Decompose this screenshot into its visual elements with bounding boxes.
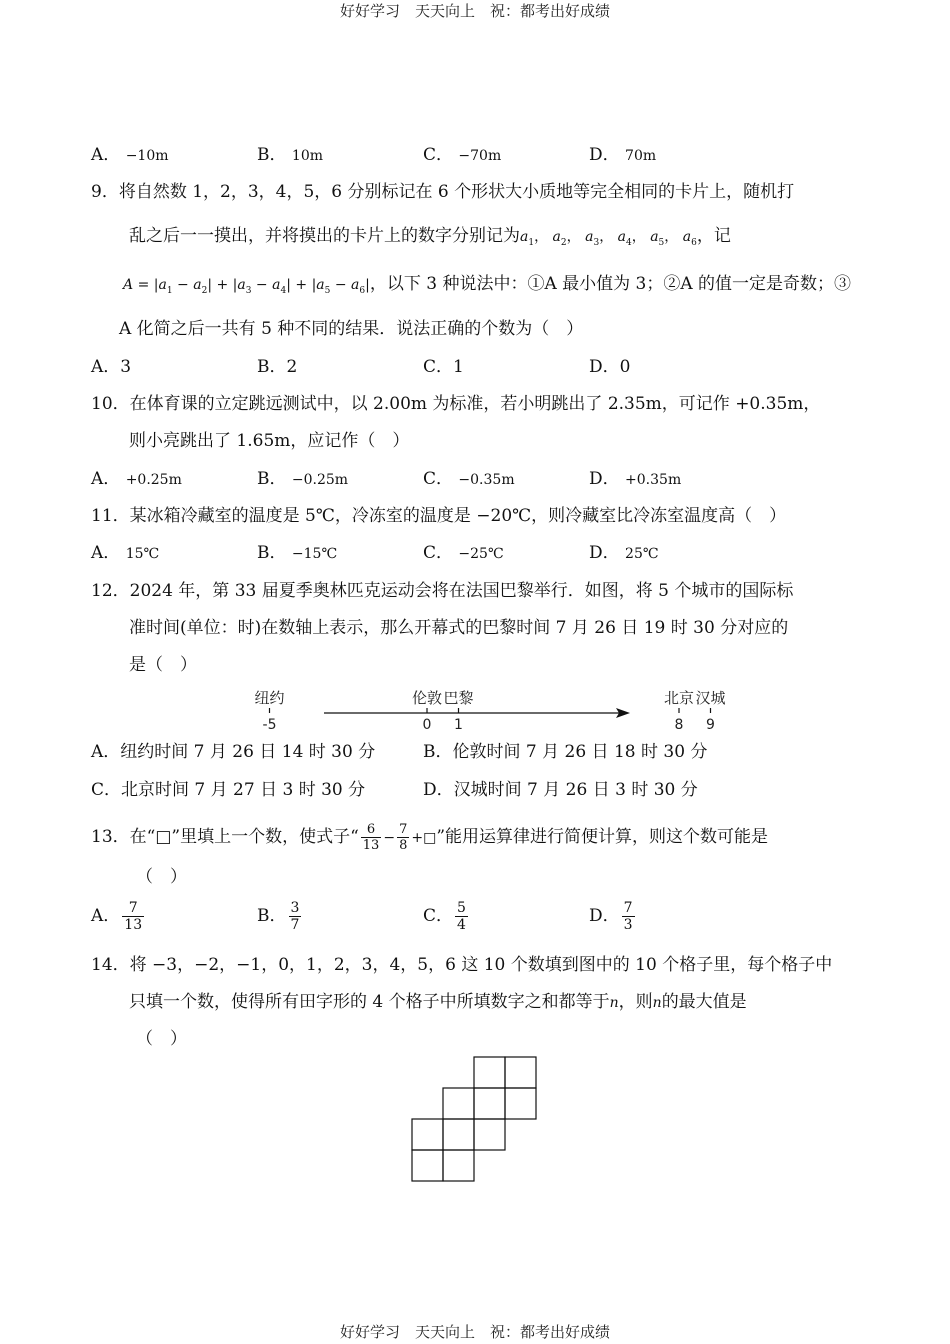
number-line-city-label: 汉城 [695,689,726,707]
q9-stem-line3: $A = |a_1 - a_2| + |a_3 - a_4| + |a_5 - a_6|$，以下 3 种说法中：①A 最小值为 3；②A 的值一定是奇数；③ [123,274,852,296]
grid-cell[interactable] [443,1150,474,1181]
q13-option-a[interactable]: A． $\frac{7}{13}$ [91,900,143,933]
q13-stem-line1: 13．在“□”里填上一个数，使式子“ $\frac{6}{13}$ − $\frac{7}{8}$ +□”能用运算律进行简便计算，则这个数可能是 [91,822,769,853]
number-line-value-label: -5 [262,717,277,733]
grid-cell[interactable] [474,1088,505,1119]
q11-option-d[interactable]: D． 25℃ [589,543,659,563]
q13-stem-line2: （ ） [136,867,187,887]
q14-stem-line3: （ ） [136,1029,187,1049]
grid-cell[interactable] [505,1088,536,1119]
q9-formula: $A = |a_1 - a_2| + |a_3 - a_4| + |a_5 - a_6|$ [123,277,370,296]
q10-option-b[interactable]: B． −0.25m [257,469,349,489]
q12-stem-line3: 是（ ） [129,655,197,675]
grid-cell[interactable] [474,1119,505,1150]
grid-cell[interactable] [443,1088,474,1119]
q14-grid-figure [410,1055,540,1182]
q8-option-c[interactable]: C． −70m [423,145,502,165]
q9-option-c[interactable]: C．1 [423,357,464,377]
q10-stem-line1: 10．在体育课的立定跳远测试中，以 2.00m 为标准，若小明跳出了 2.35m，可记作 +0.35m， [91,394,821,414]
q12-stem-line1: 12．2024 年，第 33 届夏季奥林匹克运动会将在法国巴黎举行．如图，将 5 个城市的国际标 [91,581,794,601]
q12-option-b[interactable]: B．伦敦时间 7 月 26 日 18 时 30 分 [423,742,708,762]
number-line-value-label: 8 [674,717,684,733]
page-footer: 好好学习 天天向上 祝：都考出好成绩 [339,1323,610,1341]
number-line-value-label: 1 [454,717,463,733]
grid-cell[interactable] [474,1057,505,1088]
q12-stem-line2: 准时间(单位：时)在数轴上表示，那么开幕式的巴黎时间 7 月 26 日 19 时 30 分对应的 [129,618,789,638]
q14-stem-line1: 14．将 −3，−2，−1，0，1，2，3，4，5，6 这 10 个数填到图中的 10 个格子里，每个格子中 [91,955,833,975]
q10-option-a[interactable]: A． +0.25m [91,469,182,489]
q9-stem-line2: 乱之后一一摸出，并将摸出的卡片上的数字分别记为$a_1$， $a_2$， $a_3$， $a_4$， $a_5$， $a_6$，记 [129,226,731,248]
q12-option-d[interactable]: D．汉城时间 7 月 26 日 3 时 30 分 [423,780,698,800]
q10-option-d[interactable]: D． +0.35m [589,469,682,489]
q13-expr-frac1: $\frac{6}{13}$ [362,822,380,853]
number-line-city-label: 北京 [663,689,695,707]
grid-cell[interactable] [412,1150,443,1181]
q13-option-d[interactable]: D． $\frac{7}{3}$ [589,900,633,933]
number-line-value-label: 0 [422,717,432,733]
q11-option-c[interactable]: C． −25℃ [423,543,504,563]
q12-option-a[interactable]: A．纽约时间 7 月 26 日 14 时 30 分 [91,742,376,762]
q13-expr-frac2: $\frac{7}{8}$ [399,822,408,853]
q8-option-a[interactable]: A． −10m [91,145,169,165]
page-header: 好好学习 天天向上 祝：都考出好成绩 [339,2,610,20]
q8-option-d[interactable]: D． 70m [589,145,657,165]
q10-stem-line2: 则小亮跳出了 1.65m，应记作（ ） [129,431,410,451]
grid-cell[interactable] [443,1119,474,1150]
q11-option-b[interactable]: B． −15℃ [257,543,338,563]
q12-option-c[interactable]: C．北京时间 7 月 27 日 3 时 30 分 [91,780,366,800]
q12-number-line [254,686,726,736]
q9-option-b[interactable]: B．2 [257,357,298,377]
number-line-value-label: 9 [706,717,715,733]
q11-option-a[interactable]: A． 15℃ [91,543,160,563]
grid-cell[interactable] [412,1119,443,1150]
q10-option-c[interactable]: C． −0.35m [423,469,515,489]
q8-option-b[interactable]: B． 10m [257,145,323,165]
q9-stem-line1: 9．将自然数 1，2，3，4，5，6 分别标记在 6 个形状大小质地等完全相同的卡片上，随机打 [91,182,795,202]
q9-option-a[interactable]: A．3 [91,357,132,377]
q13-option-c[interactable]: C． $\frac{5}{4}$ [423,900,466,933]
grid-cell[interactable] [505,1057,536,1088]
number-line-city-label: 伦敦 [411,689,443,707]
q9-stem-line4: A 化简之后一共有 5 种不同的结果．说法正确的个数为（ ） [119,319,584,339]
number-line-city-label: 纽约 [254,689,285,707]
q11-stem-line1: 11．某冰箱冷藏室的温度是 5℃，冷冻室的温度是 −20℃，则冷藏室比冷冻室温度高（ ） [91,506,787,526]
number-line-city-label: 巴黎 [443,689,474,707]
q9-option-d[interactable]: D．0 [589,357,631,377]
q13-option-b[interactable]: B． $\frac{3}{7}$ [257,900,300,933]
q14-stem-line2: 只填一个数，使得所有田字形的 4 个格子中所填数字之和都等于n，则n的最大值是 [129,992,747,1012]
